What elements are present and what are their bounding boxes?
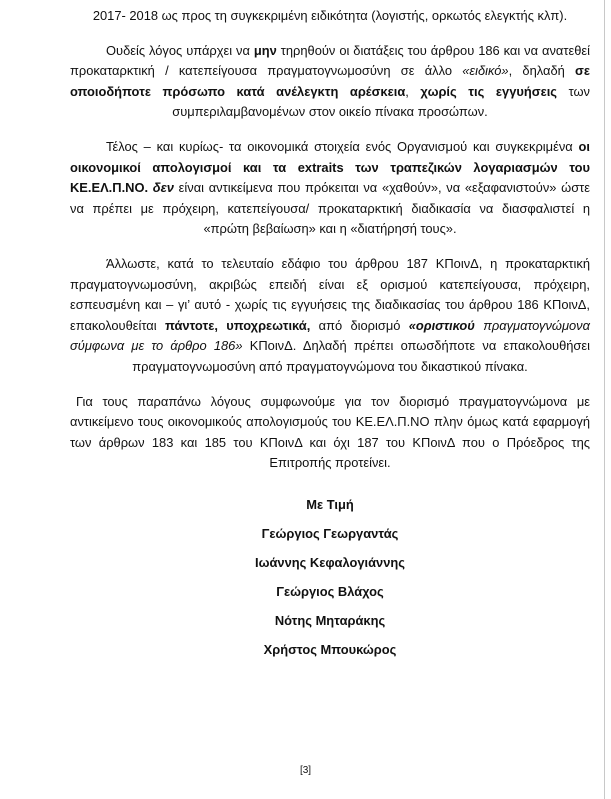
emphasis-bold: πάντοτε, υποχρεωτικά, [164,317,311,333]
closing-salutation: Με Τιμή [306,496,354,512]
page-number: [3] [299,765,312,776]
paragraph-4 [70,254,590,378]
paragraph-text: 2017- 2018 ως προς τη συγκεκριμένη ειδικότητα (λογιστής, ορκωτός ελεγκτής κλπ). [92,8,568,23]
signatory-name: Γεώργιος Βλάχος [276,583,384,599]
signatory-name: Ιωάννης Κεφαλογιάννης [255,554,405,570]
paragraph-text: τηρηθούν οι διατάξεις του άρθρου 186 και να ανατεθεί προκαταρκτική / κατεπείγουσα πραγματογνωμοσύνη σε άλλο [70,42,590,79]
paragraph-3 [70,137,590,240]
paragraph-text: Για τους παραπάνω λόγους συμφωνούμε για τον διορισμό πραγματογνώμονα με αντικείμενο τους οικονομικούς απολογισμούς του ΚΕ.ΕΛ.Π.ΝΟ πλην όμως κατά εφαρμογή των άρθρων 183 και 185 του ΚΠοινΔ και όχι 187 του ΚΠοινΔ που ο Πρόεδρος της Επιτροπής προτείνει. [70,393,590,471]
signatory-name: Νότης Μηταράκης [274,612,386,628]
paragraph-2 [70,41,590,123]
document-body [70,6,590,664]
emphasis-bold: σε οποιοδήποτε πρόσωπο κατά ανέλεγκτη αρέσκεια [70,63,590,99]
paragraph-1 [70,6,590,27]
paragraph-text: των συμπεριλαμβανομένων στον οικείο πίνακα προσώπων. [172,83,590,120]
paragraph-text: Άλλωστε, κατά το τελευταίο εδάφιο του άρθρου 187 ΚΠοινΔ, η προκαταρκτική πραγματογνωμοσύνη, ακριβώς επειδή είναι εξ ορισμού κατεπείγουσα, πρόχειρη, εσπευσμένη και – γι’ αυτό - χωρίς τις εγγυήσεις της διαδικασίας του άρθρου 186 ΚΠοινΔ, επακολουθείται [70,255,590,333]
signature-block [70,490,590,664]
paragraph-5 [70,392,590,474]
emphasis-bold-italic: «οριστικού [408,317,475,333]
signatory-name: Γεώργιος Γεωργαντάς [261,525,399,541]
paragraph-text: είναι αντικείμενα που πρόκειται να «χαθούν», να «εξαφανιστούν» ώστε να πρέπει με πρόχειρη, κατεπείγουσα/ προκαταρκτική διαδικασία να διασφαλιστεί η «πρώτη βεβαίωση» και η «διατήρησή τους». [70,180,590,237]
paragraph-text: Ουδείς λόγος υπάρχει να [106,42,254,58]
emphasis-bold: μην [253,42,277,58]
paragraph-text: από διορισμό [310,317,409,333]
paragraph-text: ΚΠοινΔ. Δηλαδή πρέπει οπωσδήποτε να επακολουθήσει πραγματογνωμοσύνη από πραγματογνώμονα του δικαστικού πίνακα. [132,338,590,374]
emphasis-bold: χωρίς τις εγγυήσεις [420,83,557,99]
emphasis-italic: πραγματογνώμονα σύμφωνα με το άρθρο 186» [70,317,590,354]
page-edge [604,0,605,799]
emphasis-italic: «ειδικό» [462,63,509,79]
paragraph-text: , [405,83,421,99]
emphasis-bold-italic: δεν [152,180,174,196]
emphasis-bold: οι οικονομικοί απολογισμοί και τα extraits των τραπεζικών λογαριασμών του ΚΕ.ΕΛ.Π.ΝΟ. [70,138,590,196]
paragraph-text: Τέλος – και κυρίως- τα οικονομικά στοιχεία ενός Οργανισμού και συγκεκριμένα [106,138,579,154]
paragraph-text: , δηλαδή [508,63,576,79]
signatory-name: Χρήστος Μπουκώρος [263,641,397,657]
